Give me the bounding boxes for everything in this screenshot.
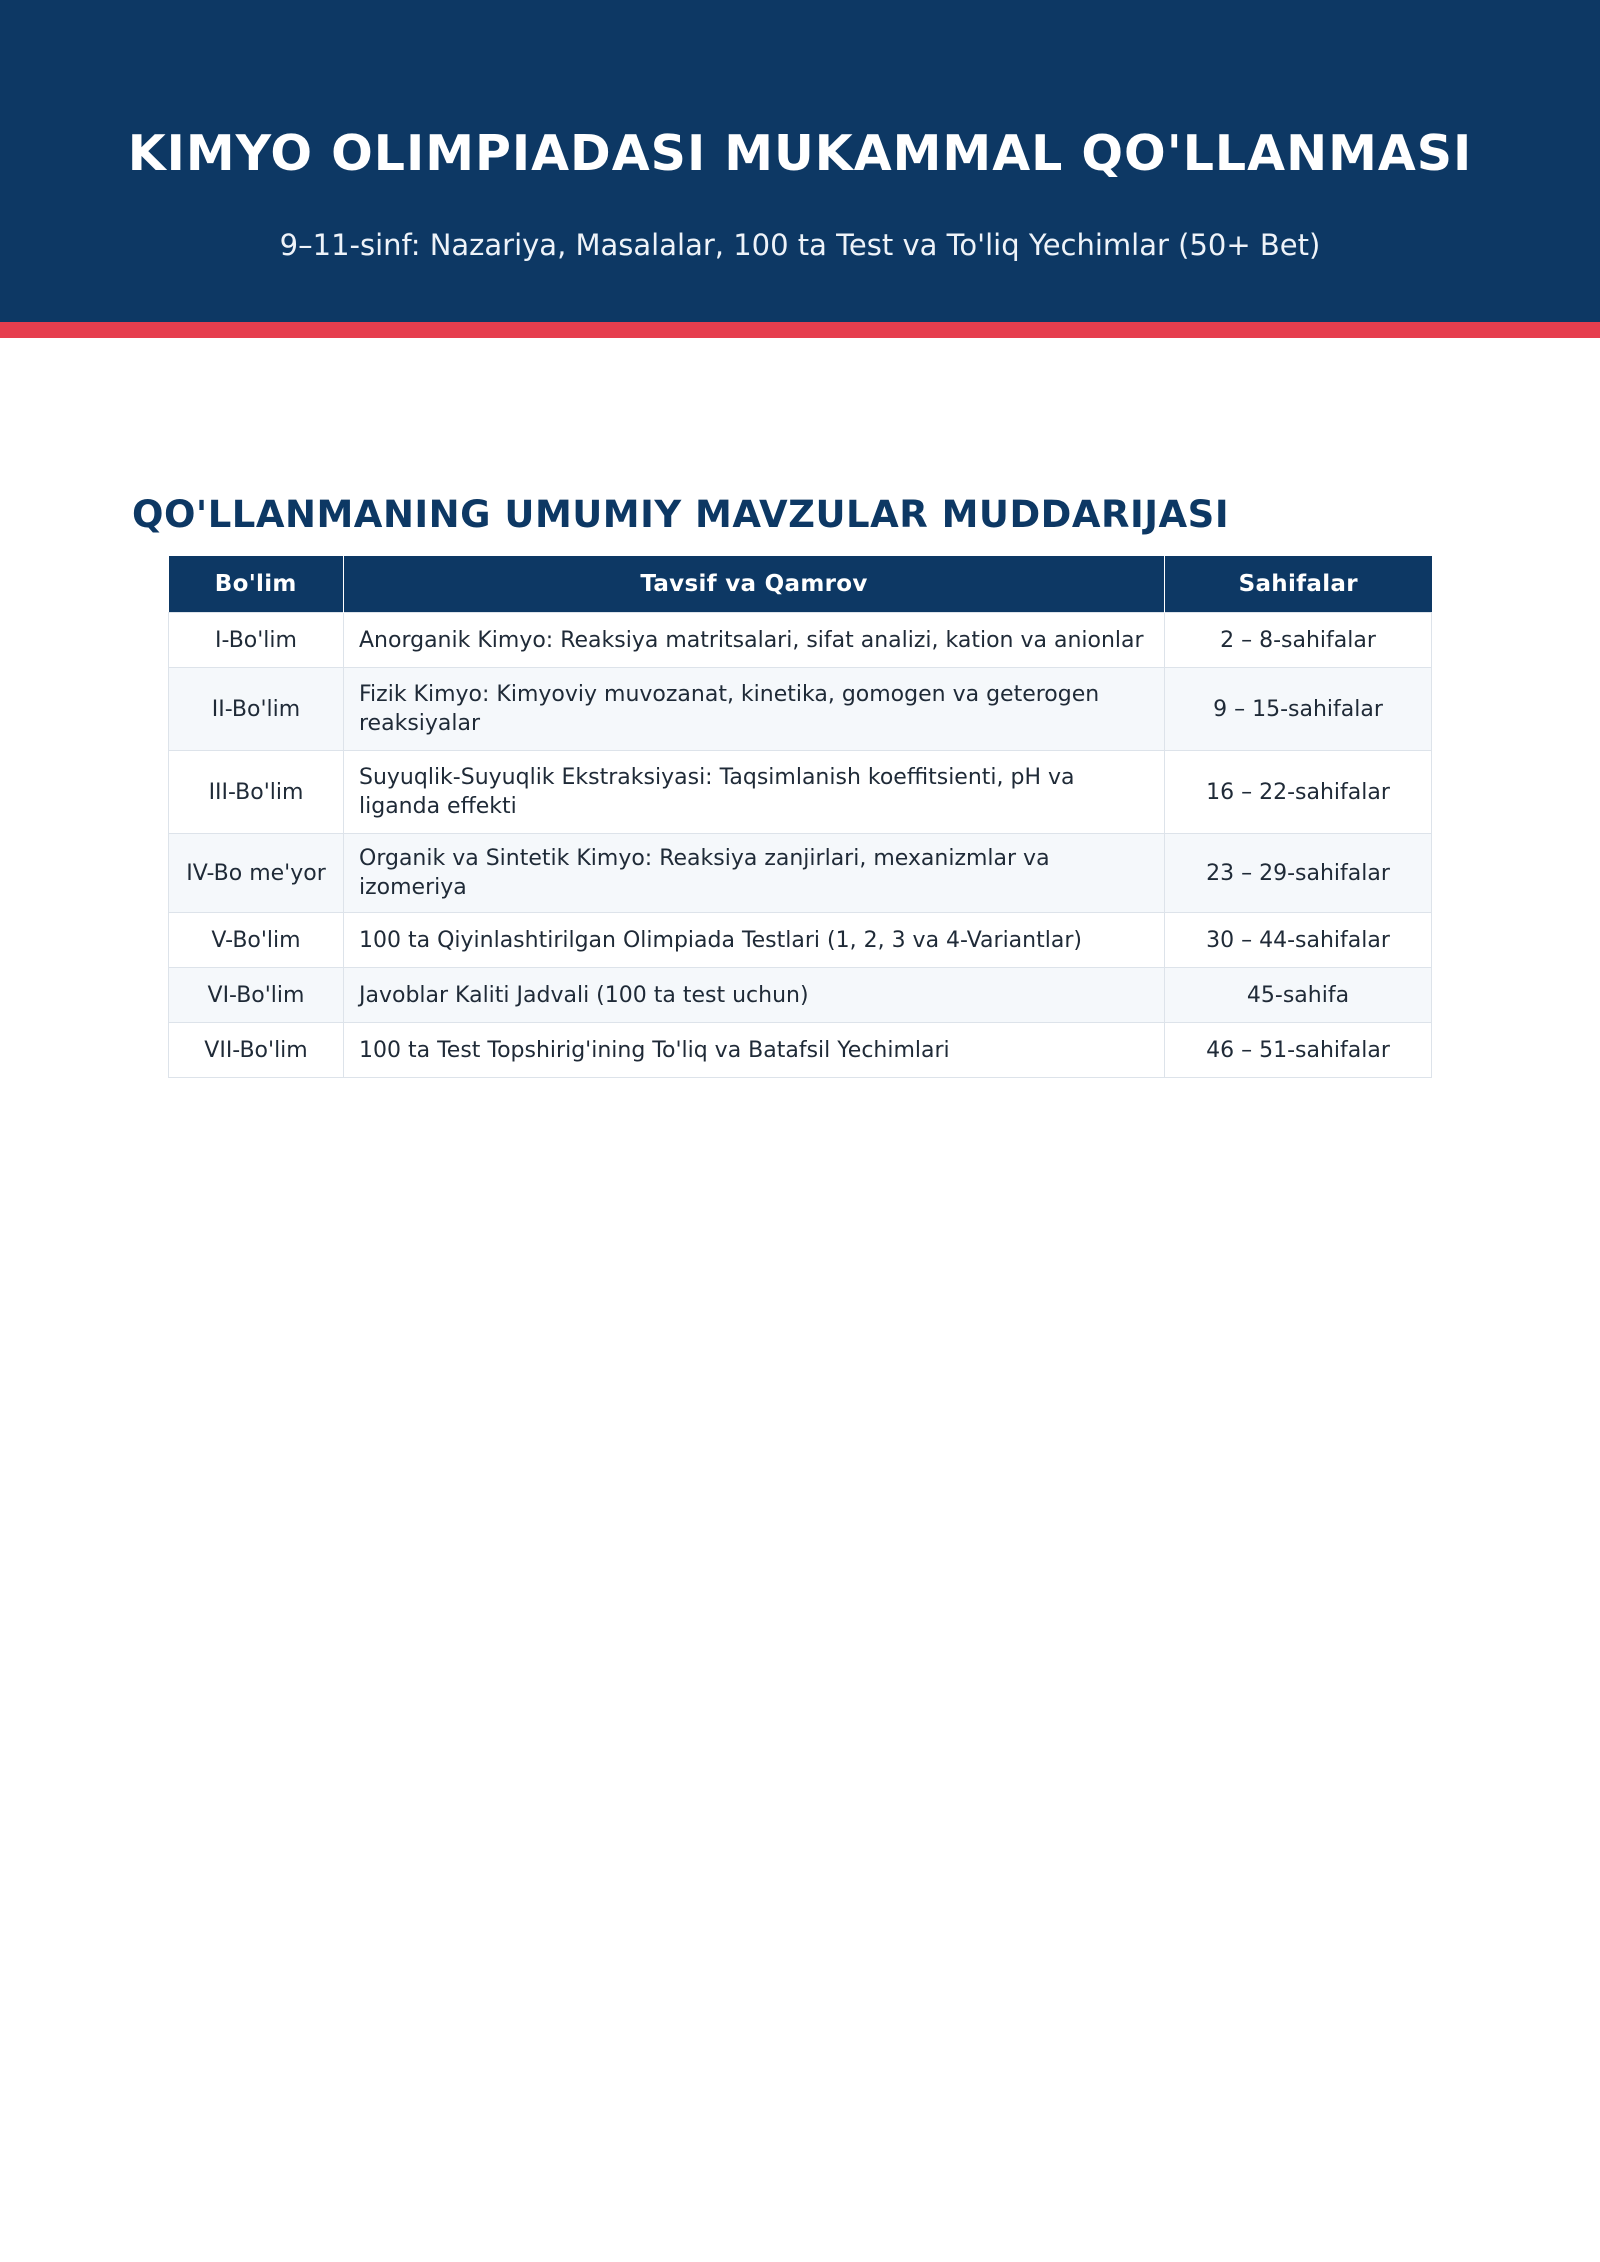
description-cell: Suyuqlik-Suyuqlik Ekstraksiyasi: Taqsimlanish koeffitsienti, pH va liganda effekti <box>344 751 1165 834</box>
pages-cell: 30 – 44-sahifalar <box>1165 913 1432 968</box>
pages-cell: 23 – 29-sahifalar <box>1165 834 1432 913</box>
contents-table <box>168 556 1432 1078</box>
section-cell: VII-Bo'lim <box>169 1023 344 1078</box>
table-row <box>169 968 1432 1023</box>
contents-heading: QO'LLANMANING UMUMIY MAVZULAR MUDDARIJASI <box>132 493 1230 536</box>
section-cell: I-Bo'lim <box>169 613 344 668</box>
pages-cell: 2 – 8-sahifalar <box>1165 613 1432 668</box>
description-cell: Javoblar Kaliti Jadvali (100 ta test uchun) <box>344 968 1165 1023</box>
description-cell: Fizik Kimyo: Kimyoviy muvozanat, kinetika, gomogen va geterogen reaksiyalar <box>344 668 1165 751</box>
table-row <box>169 834 1432 913</box>
pages-cell: 46 – 51-sahifalar <box>1165 1023 1432 1078</box>
pages-cell: 9 – 15-sahifalar <box>1165 668 1432 751</box>
document-subtitle: 9–11-sinf: Nazariya, Masalalar, 100 ta Test va To'liq Yechimlar (50+ Bet) <box>279 228 1321 262</box>
section-cell: IV-Bo me'yor <box>169 834 344 913</box>
table-row <box>169 613 1432 668</box>
table-row <box>169 913 1432 968</box>
description-cell: 100 ta Test Topshirig'ining To'liq va Batafsil Yechimlari <box>344 1023 1165 1078</box>
section-cell: II-Bo'lim <box>169 668 344 751</box>
document-title: KIMYO OLIMPIADASI MUKAMMAL QO'LLANMASI <box>127 125 1473 182</box>
section-cell: III-Bo'lim <box>169 751 344 834</box>
section-cell: VI-Bo'lim <box>169 968 344 1023</box>
pages-cell: 45-sahifa <box>1165 968 1432 1023</box>
pages-cell: 16 – 22-sahifalar <box>1165 751 1432 834</box>
column-header-section: Bo'lim <box>169 556 344 613</box>
header-accent-bar <box>0 322 1600 338</box>
section-cell: V-Bo'lim <box>169 913 344 968</box>
description-cell: 100 ta Qiyinlashtirilgan Olimpiada Testlari (1, 2, 3 va 4-Variantlar) <box>344 913 1165 968</box>
table-row <box>169 1023 1432 1078</box>
table-row <box>169 668 1432 751</box>
column-header-description: Tavsif va Qamrov <box>344 556 1165 613</box>
description-cell: Anorganik Kimyo: Reaksiya matritsalari, sifat analizi, kation va anionlar <box>344 613 1165 668</box>
description-cell: Organik va Sintetik Kimyo: Reaksiya zanjirlari, mexanizmlar va izomeriya <box>344 834 1165 913</box>
table-header-row <box>169 556 1432 613</box>
column-header-pages: Sahifalar <box>1165 556 1432 613</box>
table-row <box>169 751 1432 834</box>
